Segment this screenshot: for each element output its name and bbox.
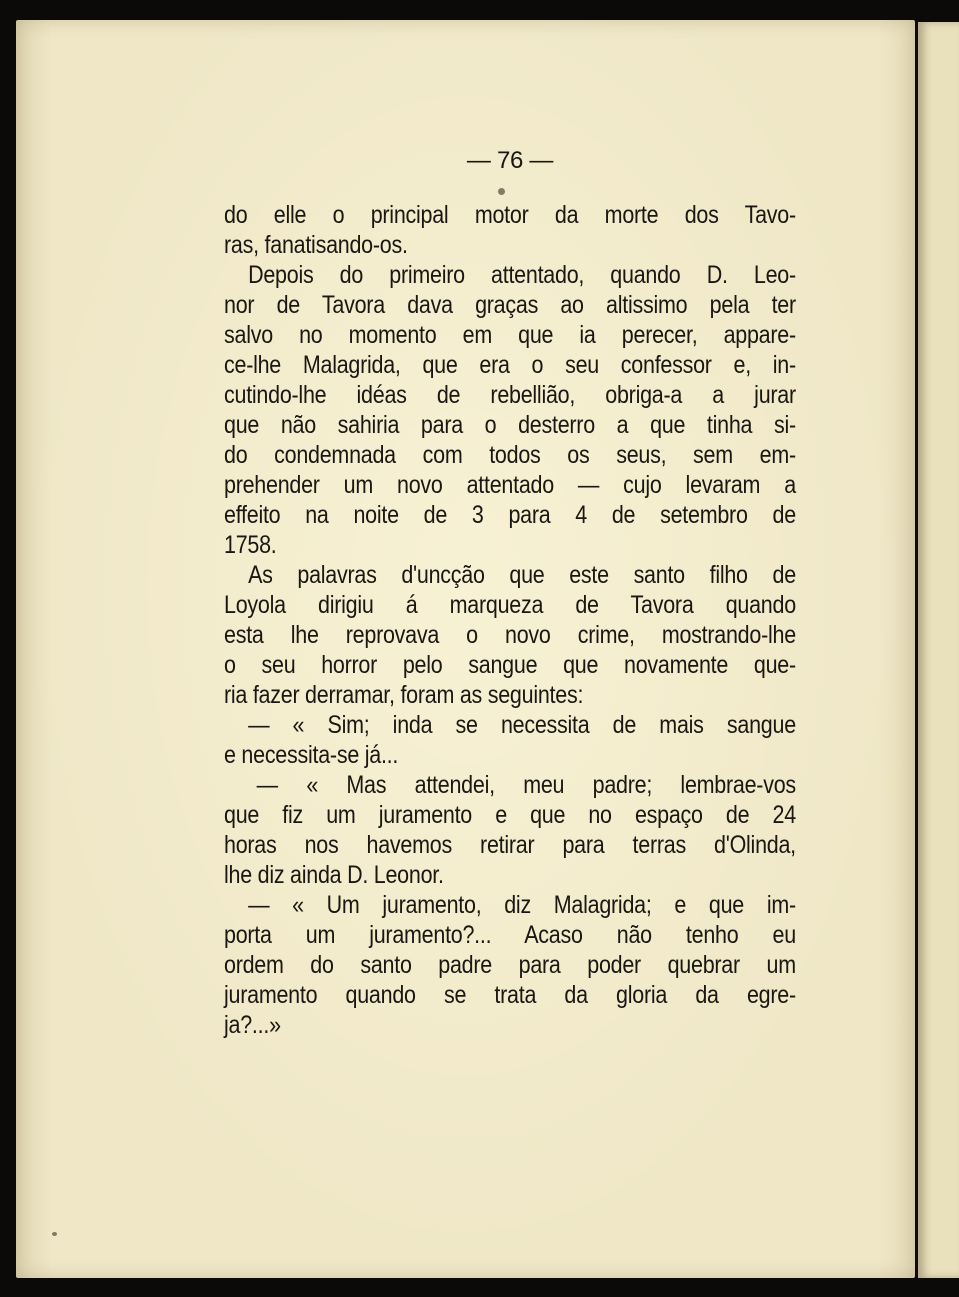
text-line: esta lhe reprovava o novo crime, mostrando-lhe [224,621,796,649]
text-line: ce-lhe Malagrida, que era o seu confessor e, in- [224,351,796,379]
text-line: ria fazer derramar, foram as seguintes: [224,681,584,709]
paragraph-start-line: Depois do primeiro attentado, quando D. Leo- [248,261,796,289]
text-line: que não sahiria para o desterro a que tinha si- [224,411,796,439]
text-line: prehender um novo attentado — cujo levaram a [224,471,796,499]
text-line: Loyola dirigiu á marqueza de Tavora quando [224,591,796,619]
text-line: e necessita-se já... [224,741,399,769]
dialogue-line: — « Sim; inda se necessita de mais sangue [248,711,796,739]
page-number: — 76 — [466,147,554,174]
text-line: effeito na noite de 3 para 4 de setembro de [224,501,796,529]
text-line: 1758. [224,531,277,559]
text-line: lhe diz ainda D. Leonor. [224,861,444,889]
facing-page-edge [918,22,959,1278]
text-line: do elle o principal motor da morte dos Tavo- [224,201,796,229]
text-line: nor de Tavora dava graças ao altissimo pela ter [224,291,796,319]
paper-speck [52,1232,57,1236]
page-text-column [224,140,796,1040]
text-line: que fiz um juramento e que no espaço de 24 [224,801,796,829]
text-line: horas nos havemos retirar para terras d'Olinda, [224,831,796,859]
dialogue-line: — « Um juramento, diz Malagrida; e que im- [248,891,796,919]
dialogue-line: — « Mas attendei, meu padre; lembrae-vos [256,771,796,799]
text-line: ja?...» [224,1011,281,1039]
text-line: do condemnada com todos os seus, sem em- [224,441,796,469]
text-line: o seu horror pelo sangue que novamente que- [224,651,796,679]
text-line: cutindo-lhe idéas de rebellião, obriga-a a jurar [224,381,796,409]
paragraph-start-line: As palavras d'uncção que este santo filho de [248,561,796,589]
text-line: porta um juramento?... Acaso não tenho eu [224,921,796,949]
text-line: salvo no momento em que ia perecer, appare- [224,321,796,349]
text-line: juramento quando se trata da gloria da egre- [224,981,796,1009]
text-line: ras, fanatisando-os. [224,231,408,259]
text-line: ordem do santo padre para poder quebrar um [224,951,796,979]
